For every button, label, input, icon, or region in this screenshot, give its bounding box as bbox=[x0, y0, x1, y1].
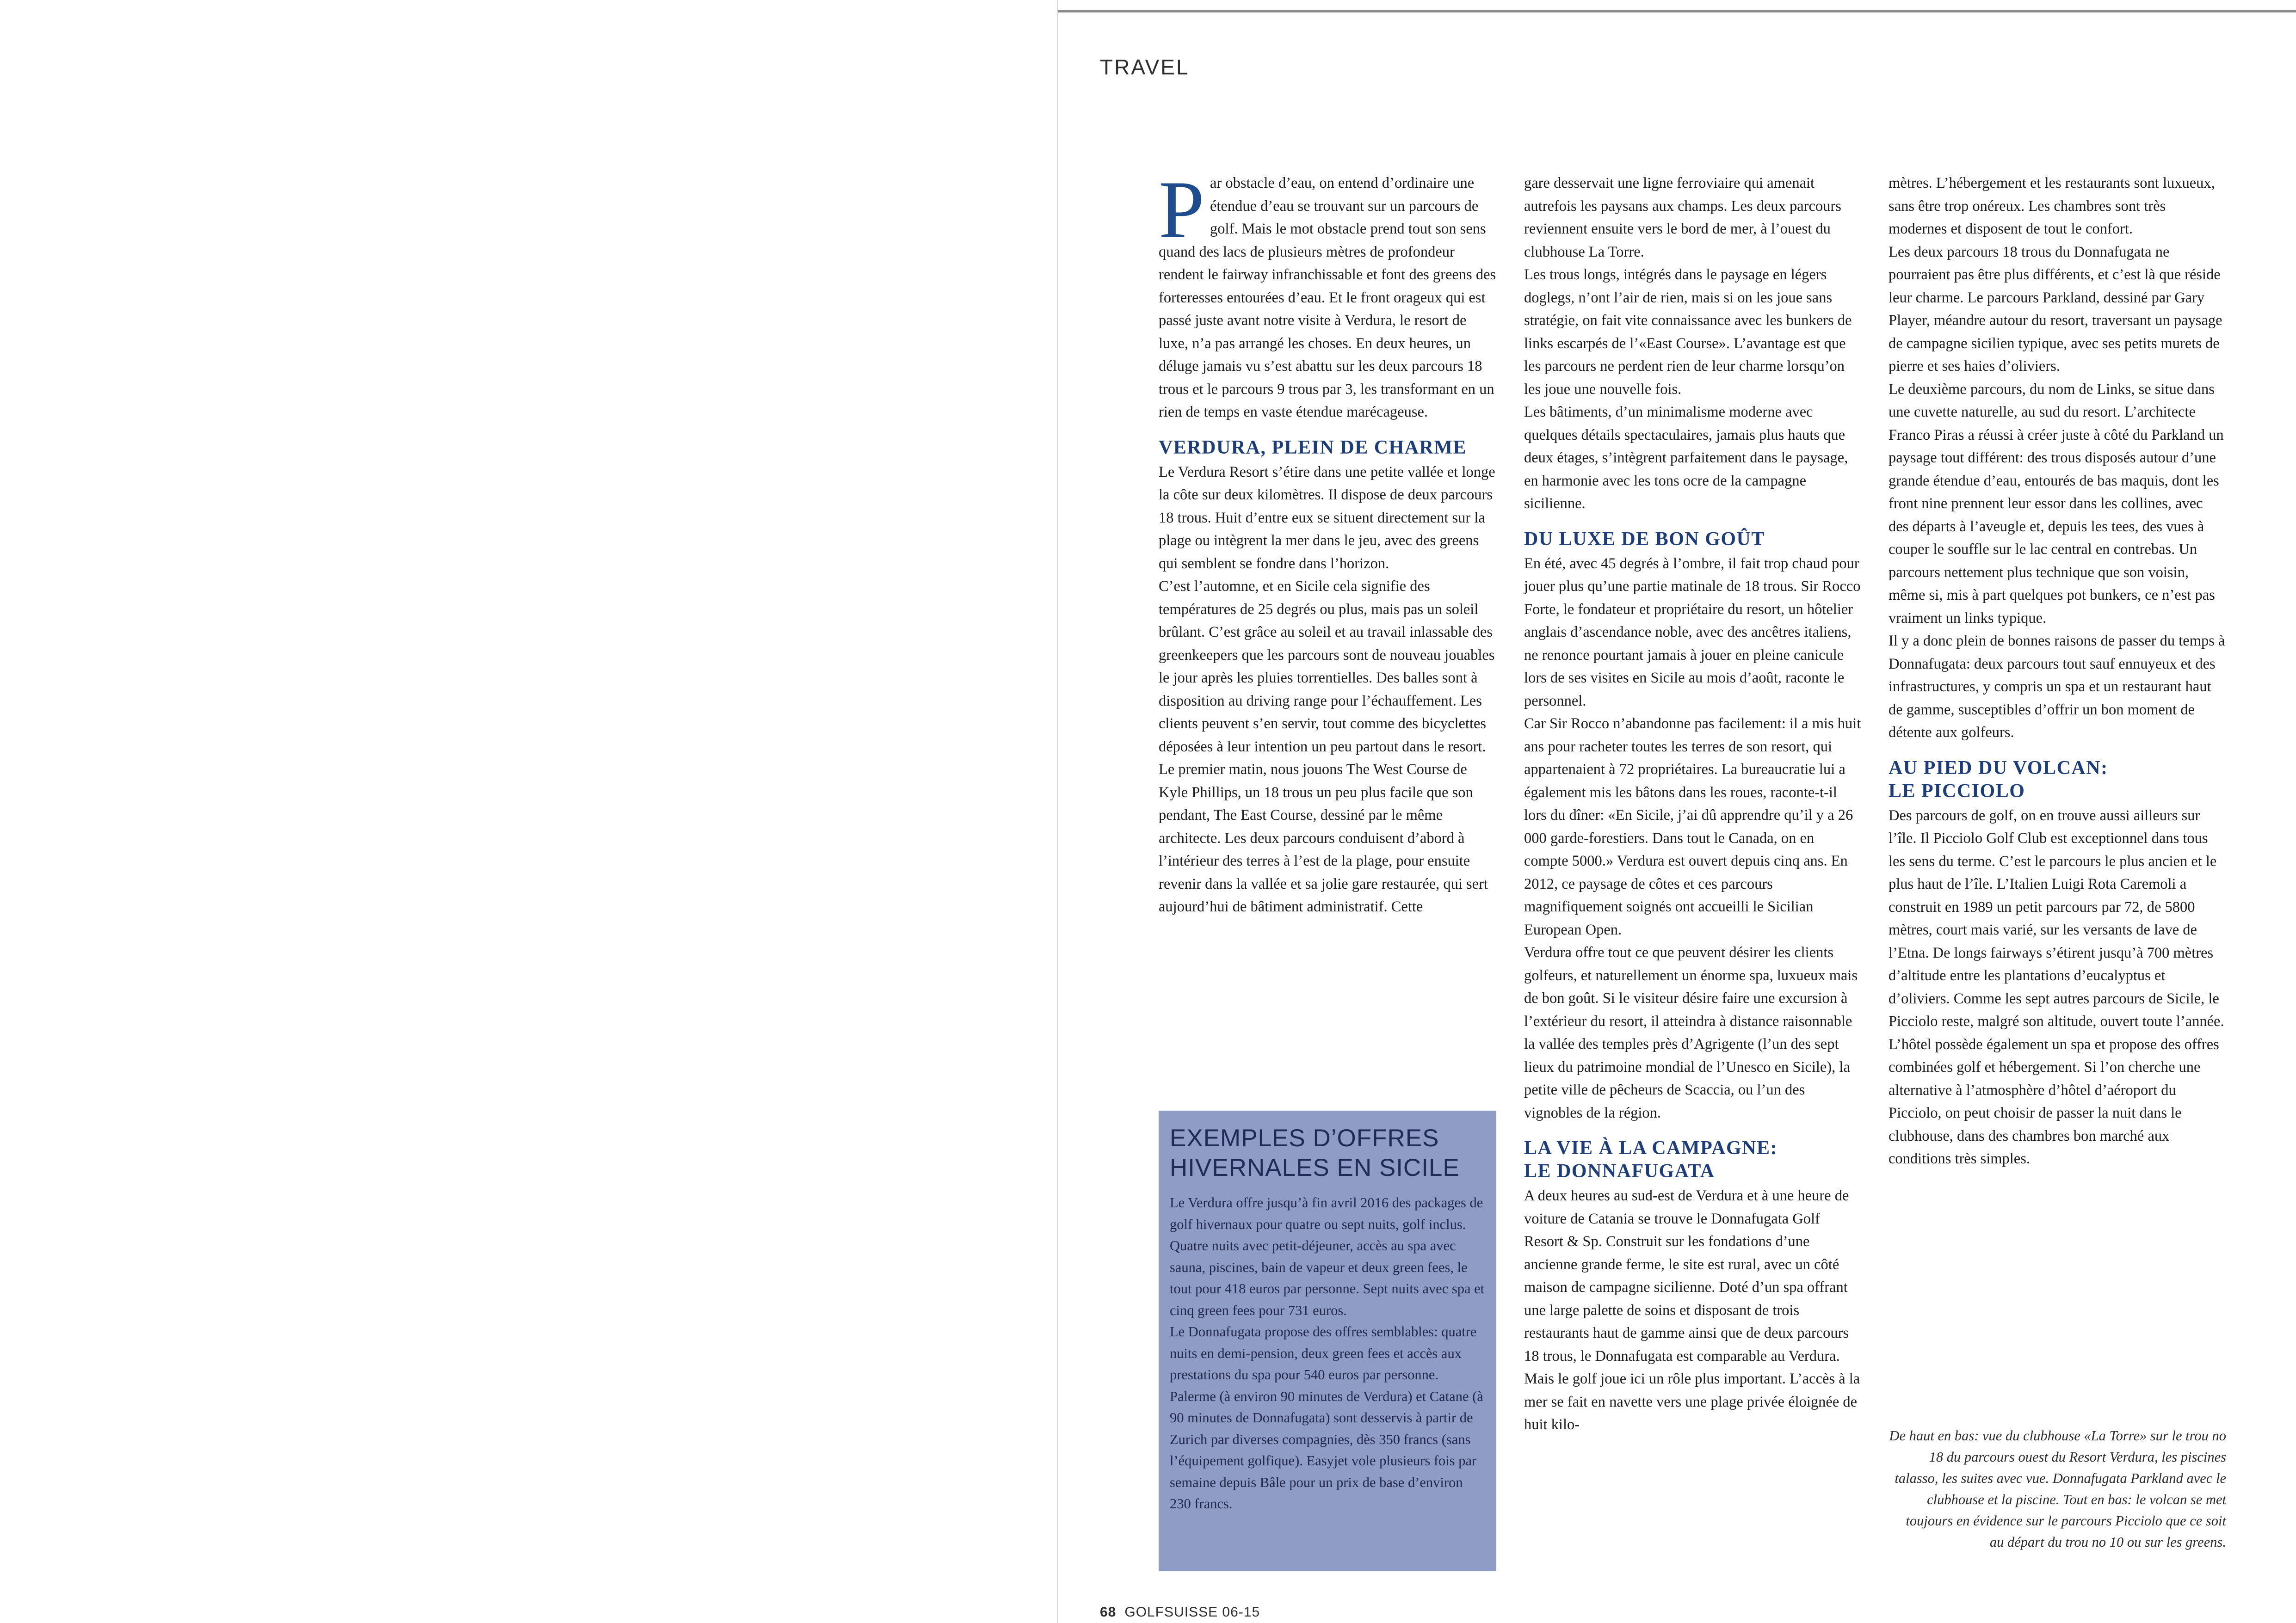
photo-caption: De haut en bas: vue du clubhouse «La Torre» sur le trou no 18 du parcours ouest du Resort Verdura, les piscines talasso, les suites avec vue. Donnafugata Parkland avec le clubhouse et la piscine. Tout en bas: le volcan se met toujours en évidence sur le parcours Picciolo que ce soit au départ du trou no 10 ou sur les greens. bbox=[1889, 1428, 2226, 1550]
box-paragraph: Le Verdura offre jusqu’à fin avril 2016 des packages de golf hivernaux pour quatre ou sept nuits, golf inclus. Quatre nuits avec petit-déjeuner, accès au spa avec sauna, piscines, bain de vapeur et deux green fees, le tout pour 418 euros par personne. Sept nuits avec spa et cinq green fees pour 731 euros. bbox=[1170, 1195, 1485, 1318]
paragraph: C’est l’automne, et en Sicile cela signifie des températures de 25 degrés ou plus, mais pas un soleil brûlant. C’est grâce au soleil et au travail inlassable des greenkeepers que les parcours sont de nouveau jouables le jour après les pluies torrentielles. Des balles sont à disposition au driving range pour l’échauffement. Les clients peuvent s’en servir, tout comme des bicyclettes déposées à leur intention un peu partout dans le resort. bbox=[1159, 578, 1495, 755]
article-column-2 bbox=[1524, 172, 1862, 1437]
paragraph: Les trous longs, intégrés dans le paysage en légers doglegs, n’ont l’air de rien, mais si on les joue sans stratégie, on fait vite connaissance avec les bunkers de links escarpés de l’«East Course». L’avantage est que les parcours ne perdent rien de leur charme lorsqu’on les joue une nouvelle fois. bbox=[1524, 266, 1852, 398]
paragraph: Des parcours de golf, on en trouve aussi ailleurs sur l’île. Il Picciolo Golf Club est exceptionnel dans tous les sens du terme. C’est le parcours le plus ancien et le plus haut de l’île. L’Italien Luigi Rota Caremoli a construit en 1989 un petit parcours par 72, de 5800 mètres, court mais varié, sur les versants de lave de l’Etna. De longs fairways s’étirent jusqu’à 700 mètres d’altitude entre les plantations d’eucalyptus et d’oliviers. Comme les sept autres parcours de Sicile, le Picciolo reste, malgré son altitude, ouvert toute l’année. L’hôtel possède également un spa et propose des offres combinées golf et hébergement. Si l’on cherche une alternative à l’atmosphère d’hôtel d’aéroport du Picciolo, on peut choisir de passer la nuit dans le clubhouse, dans des chambres bon marché aux conditions très simples. bbox=[1889, 807, 2224, 1167]
box-title-line-1: EXEMPLES D’OFFRES bbox=[1170, 1125, 1439, 1152]
publication-name: GOLFSUISSE 06-15 bbox=[1124, 1605, 1260, 1620]
box-title-line-2: HIVERNALES EN SICILE bbox=[1170, 1154, 1460, 1181]
page-number: 68 bbox=[1100, 1605, 1117, 1620]
top-rule bbox=[1058, 10, 2296, 12]
box-paragraph: Le Donnafugata propose des offres semblables: quatre nuits en demi-pension, deux green fees et accès aux prestations du spa pour 540 euros par personne. bbox=[1170, 1324, 1477, 1383]
intro-text: ar obstacle d’eau, on entend d’ordinaire une étendue d’eau se trouvant sur un parcours de golf. Mais le mot obstacle prend tout son sens quand des lacs de plusieurs mètres de profondeur rendent le fairway infranchissable et font des greens des forteresses entourées d’eau. Et le front orageux qui est passé juste avant notre visite à Verdura, le resort de luxe, n’a pas arrangé les choses. En deux heures, un déluge jamais vu s’est abattu sur les deux parcours 18 trous et le parcours 9 trous par 3, les transformant en un rien de temps en vaste étendue marécageuse. bbox=[1159, 175, 1496, 420]
paragraph: Les deux parcours 18 trous du Donnafugata ne pourraient pas être plus différents, et c’est là que réside leur charme. Le parcours Parkland, dessiné par Gary Player, méandre autour du resort, traversant un paysage de campagne sicilien typique, avec ses petits murets de pierre et ses haies d’oliviers. bbox=[1889, 243, 2222, 375]
heading-verdura: VERDURA, PLEIN DE CHARME bbox=[1159, 436, 1467, 458]
article-column-3 bbox=[1889, 172, 2226, 1171]
heading-line-1: AU PIED DU VOLCAN: bbox=[1889, 757, 2108, 779]
paragraph: Le deuxième parcours, du nom de Links, se situe dans une cuvette naturelle, au sud du resort. L’architecte Franco Piras a réussi à créer juste à côté du Parkland un paysage tout différent: des trous disposés autour d’une grande étendue d’eau, entourés de bas maquis, dont les front nine prennent leur essor dans les collines, avec des départs à l’aveugle et, depuis les tees, des vues à couper le souffle sur le lac central en contrebas. Un parcours nettement plus technique que son voisin, même si, mis à part quelques pot bunkers, ce n’est pas vraiment un links typique. bbox=[1889, 381, 2224, 627]
heading-luxe: DU LUXE DE BON GOÛT bbox=[1524, 528, 1765, 550]
paragraph: Verdura offre tout ce que peuvent désirer les clients golfeurs, et naturellement un énorme spa, luxueux mais de bon goût. Si le visiteur désire faire une excursion à l’extérieur du resort, il atteindra à distance raisonnable la vallée des temples près d’Agrigente (l’un des sept lieux du patrimoine mondial de l’Unesco en Sicile), la petite ville de pêcheurs de Scaccia, ou l’un des vignobles de la région. bbox=[1524, 944, 1858, 1121]
heading-line-2: LE DONNAFUGATA bbox=[1524, 1161, 1715, 1182]
article-column-1 bbox=[1159, 164, 1496, 919]
heading-line-2: LE PICCIOLO bbox=[1889, 780, 2025, 802]
heading-line-1: LA VIE À LA CAMPAGNE: bbox=[1524, 1137, 1778, 1159]
section-label: TRAVEL bbox=[1100, 55, 1190, 79]
intro-paragraph bbox=[1159, 164, 1496, 424]
paragraph: En été, avec 45 degrés à l’ombre, il fait trop chaud pour jouer plus qu’une partie matinale de 18 trous. Sir Rocco Forte, le fondateur et propriétaire du resort, un hôtelier anglais d’ascendance noble, avec des ancêtres italiens, ne renonce pourtant jamais à jouer en pleine canicule lors de ses visites en Sicile au mois d’août, raconte le personnel. bbox=[1524, 555, 1861, 709]
paragraph: Il y a donc plein de bonnes raisons de passer du temps à Donnafugata: deux parcours tout sauf ennuyeux et des infrastructures, y compris un spa et un restaurant haut de gamme, susceptibles d’offrir un bon moment de détente aux golfeurs. bbox=[1889, 633, 2225, 741]
heading-donnafugata bbox=[1524, 1137, 1862, 1183]
box-title bbox=[1170, 1124, 1485, 1183]
paragraph: mètres. L’hébergement et les restaurants sont luxueux, sans être trop onéreux. Les chambres sont très modernes et disposent de tout le confort. bbox=[1889, 175, 2215, 237]
left-blank-page bbox=[0, 0, 1057, 1623]
page-footer bbox=[1100, 1605, 1260, 1620]
heading-picciolo bbox=[1889, 756, 2226, 803]
paragraph: Les bâtiments, d’un minimalisme moderne avec quelques détails spectaculaires, jamais plus hauts que deux étages, s’intègrent parfaitement dans le paysage, en harmonie avec les tons ocre de la campagne sicilienne. bbox=[1524, 404, 1848, 512]
paragraph: Le Verdura Resort s’étire dans une petite vallée et longe la côte sur deux kilomètres. Il dispose de deux parcours 18 trous. Huit d’entre eux se situent directement sur la plage ou intègrent la mer dans le jeu, avec des greens qui semblent se fondre dans l’horizon. bbox=[1159, 463, 1495, 572]
box-paragraph: Palerme (à environ 90 minutes de Verdura) et Catane (à 90 minutes de Donnafugata) sont desservis à partir de Zurich par diverses compagnies, dès 350 francs (sans l’équipement golfique). Easyjet vole plusieurs fois par semaine depuis Bâle pour un prix de base d’environ 230 francs. bbox=[1170, 1388, 1483, 1512]
paragraph: gare desservait une ligne ferroviaire qui amenait autrefois les paysans aux champs. Les deux parcours reviennent ensuite vers le bord de mer, à l’ouest du clubhouse La Torre. bbox=[1524, 175, 1841, 260]
paragraph: Le premier matin, nous jouons The West Course de Kyle Phillips, un 18 trous un peu plus facile que son pendant, The East Course, dessiné par le même architecte. Les deux parcours conduisent d’abord à l’intérieur des terres à l’est de la plage, pour ensuite revenir dans la vallée et sa jolie gare restaurée, qui sert aujourd’hui de bâtiment administratif. Cette bbox=[1159, 761, 1488, 915]
dropcap: P bbox=[1159, 164, 1204, 255]
paragraph: A deux heures au sud-est de Verdura et à une heure de voiture de Catania se trouve le Donnafugata Golf Resort & Sp. Construit sur les fondations d’une ancienne grande ferme, le site est rural, avec un côté maison de campagne sicilienne. Doté d’un spa offrant une large palette de soins et disposant de trois restaurants haut de gamme ainsi que de deux parcours 18 trous, le Donnafugata est comparable au Verdura. Mais le golf joue ici un rôle plus important. L’accès à la mer se fait en navette vers une plage privée éloignée de huit kilo- bbox=[1524, 1187, 1860, 1433]
paragraph: Car Sir Rocco n’abandonne pas facilement: il a mis huit ans pour racheter toutes les terres de son resort, qui appartenaient à 72 propriétaires. La bureaucratie lui a également mis les bâtons dans les roues, raconte-t-il lors du dîner: «En Sicile, j’ai dû apprendre qu’il y a 26 000 garde-forestiers. Dans tout le Canada, on en compte 5000.» Verdura est ouvert depuis cinq ans. En 2012, ce paysage de côtes et ces parcours magnifiquement soignés ont accueilli le Sicilian European Open. bbox=[1524, 715, 1861, 938]
winter-offers-box bbox=[1159, 1111, 1496, 1571]
